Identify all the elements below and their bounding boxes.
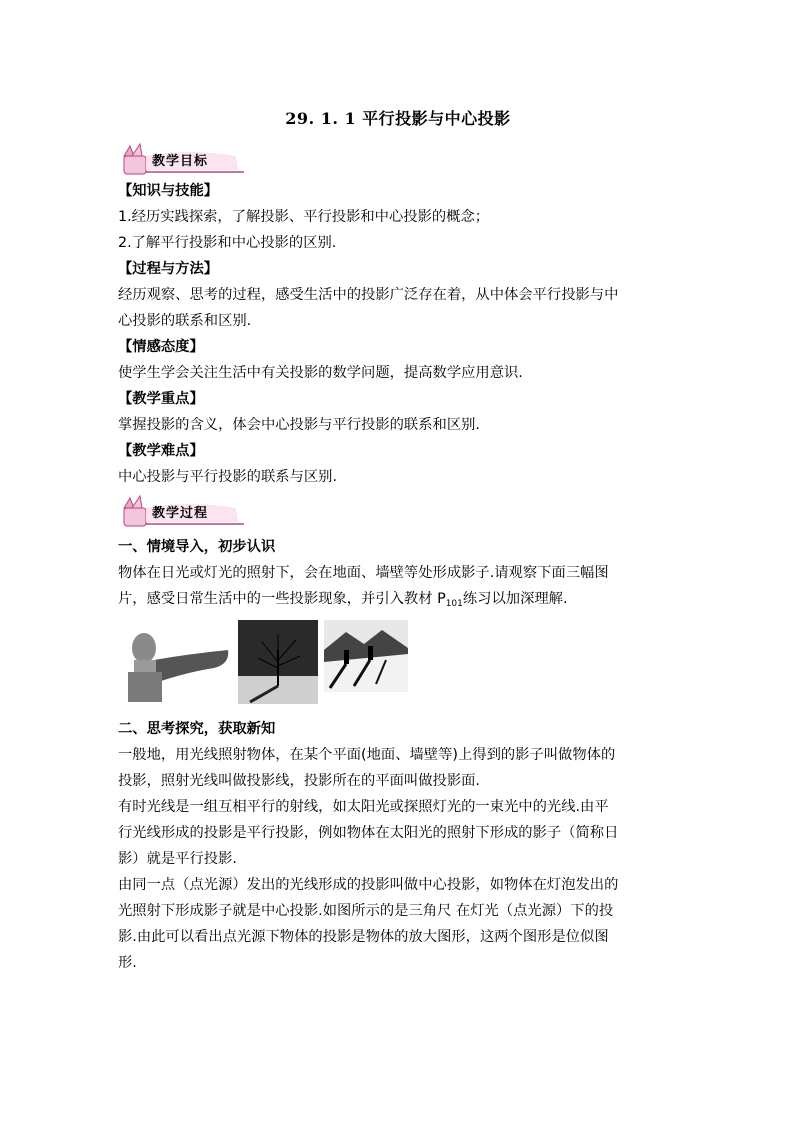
bust-shadow-photo <box>118 620 234 702</box>
part2-p2-line-3: 影）就是平行投影. <box>118 851 237 867</box>
skiers-shadow-photo <box>324 620 408 692</box>
process-heading: 【过程与方法】 <box>118 261 219 277</box>
section-badge-teaching-process <box>118 494 248 530</box>
page-subscript: 101 <box>445 599 463 609</box>
part2-p3-line-1: 由同一点（点光源）发出的光线形成的投影叫做中心投影，如物体在灯泡发出的 <box>118 877 619 893</box>
part1-line-2-pre: 片，感受日常生活中的一些投影现象，并引入教材 P <box>118 591 446 607</box>
part2-p1-line-1: 一般地，用光线照射物体，在某个平面(地面、墙壁等)上得到的影子叫做物体的 <box>118 747 616 763</box>
part1-line-2-post: 练习以加深理解. <box>462 591 568 607</box>
badge-label: 教学过程 <box>152 506 209 521</box>
process-line-2: 心投影的联系和区别. <box>118 313 252 329</box>
key-point-heading: 【教学重点】 <box>118 391 204 407</box>
part1-line-1: 物体在日光或灯光的照射下，会在地面、墙壁等处形成影子.请观察下面三幅图 <box>118 565 609 581</box>
knowledge-item-1: 1.经历实践探索，了解投影、平行投影和中心投影的概念； <box>118 209 490 225</box>
attitude-heading: 【情感态度】 <box>118 339 204 355</box>
knowledge-item-2: 2.了解平行投影和中心投影的区别. <box>118 235 337 251</box>
part1-line-2 <box>118 586 678 617</box>
section-badge-teaching-goals <box>118 142 248 178</box>
part2-p2-line-2: 行光线形成的投影是平行投影，例如物体在太阳光的照射下形成的影子（简称日 <box>118 825 619 841</box>
part2-p3-line-4: 形. <box>118 955 137 971</box>
knowledge-heading: 【知识与技能】 <box>118 183 219 199</box>
shadow-photos <box>118 620 418 706</box>
part2-p1-line-2: 投影，照射光线叫做投影线，投影所在的平面叫做投影面. <box>118 773 480 789</box>
difficulty-heading: 【教学难点】 <box>118 443 204 459</box>
page-title: 29. 1. 1 平行投影与中心投影 <box>285 109 511 128</box>
part2-p2-line-1: 有时光线是一组互相平行的射线，如太阳光或探照灯光的一束光中的光线.由平 <box>118 799 609 815</box>
part2-p3-line-3: 影.由此可以看出点光源下物体的投影是物体的放大图形，这两个图形是位似图 <box>118 929 609 945</box>
attitude-text: 使学生学会关注生活中有关投影的数学问题，提高数学应用意识. <box>118 365 523 381</box>
process-line-1: 经历观察、思考的过程，感受生活中的投影广泛存在着，从中体会平行投影与中 <box>118 287 619 303</box>
tree-shadow-photo <box>238 620 318 704</box>
key-point-text: 掌握投影的含义，体会中心投影与平行投影的联系和区别. <box>118 417 480 433</box>
part2-heading: 二、思考探究，获取新知 <box>118 721 276 737</box>
difficulty-text: 中心投影与平行投影的联系与区别. <box>118 469 337 485</box>
part2-p3-line-2: 光照射下形成影子就是中心投影.如图所示的是三角尺 在灯光（点光源）下的投 <box>118 903 614 919</box>
part1-heading: 一、情境导入，初步认识 <box>118 539 276 555</box>
badge-label: 教学目标 <box>152 154 209 169</box>
